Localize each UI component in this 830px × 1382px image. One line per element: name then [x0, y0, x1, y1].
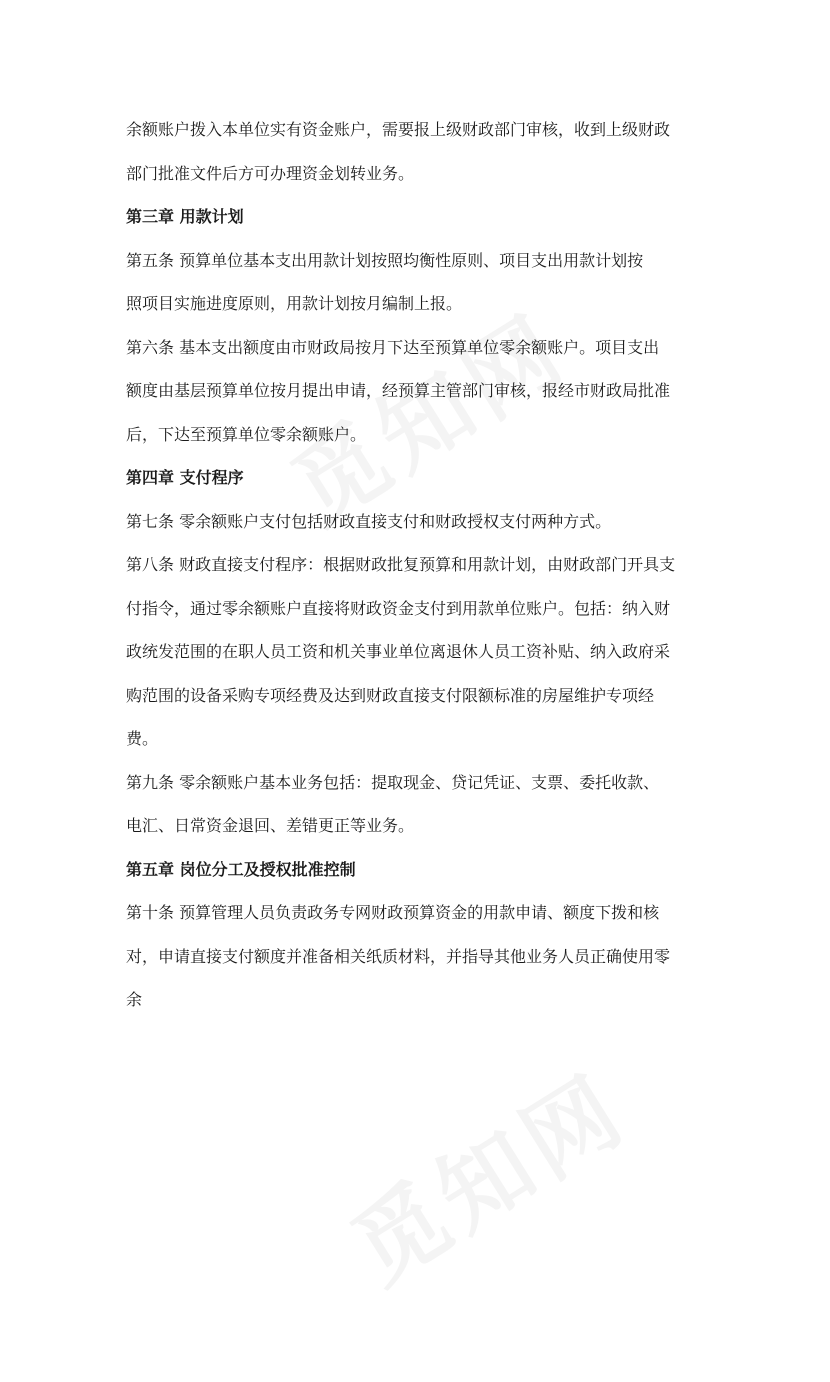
- watermark-bottom: [265, 978, 714, 1382]
- paragraph-line: 第七条 零余额账户支付包括财政直接支付和财政授权支付两种方式。: [126, 511, 612, 531]
- paragraph-line: 付指令，通过零余额账户直接将财政资金支付到用款单位账户。包括：纳入财: [126, 598, 671, 618]
- chapter-heading: 第四章 支付程序: [126, 468, 244, 487]
- paragraph-line: 电汇、日常资金退回、差错更正等业务。: [126, 816, 415, 835]
- paragraph-line: 购范围的设备采购专项经费及达到财政直接支付限额标准的房屋维护专项经: [126, 685, 655, 705]
- paragraph-line: 费。: [126, 729, 159, 748]
- paragraph-line: 部门批准文件后方可办理资金划转业务。: [126, 163, 415, 183]
- chapter-heading: 第五章 岗位分工及授权批准控制: [126, 859, 356, 879]
- paragraph-line: 额度由基层预算单位按月提出申请，经预算主管部门审核，报经市财政局批准: [126, 381, 671, 400]
- paragraph-line: 第六条 基本支出额度由市财政局按月下达至预算单位零余额账户。项目支出: [126, 337, 660, 357]
- paragraph-line: 第九条 零余额账户基本业务包括：提取现金、贷记凭证、支票、委托收款、: [126, 772, 660, 792]
- paragraph-line: 第五条 预算单位基本支出用款计划按照均衡性原则、项目支出用款计划按: [126, 250, 644, 270]
- paragraph-line: 第八条 财政直接支付程序：根据财政批复预算和用款计划，由财政部门开具支: [126, 555, 676, 574]
- paragraph-line: 政统发范围的在职人员工资和机关事业单位离退休人员工资补贴、纳入政府采: [126, 642, 671, 661]
- paragraph-line: 第十条 预算管理人员负责政务专网财政预算资金的用款申请、额度下拨和核: [126, 903, 660, 922]
- paragraph-line: 后，下达至预算单位零余额账户。: [126, 424, 367, 444]
- paragraph-line: 对，申请直接支付额度并准备相关纸质材料，并指导其他业务人员正确使用零: [126, 946, 671, 966]
- chapter-heading: 第三章 用款计划: [126, 207, 244, 226]
- paragraph-line: 照项目实施进度原则，用款计划按月编制上报。: [126, 294, 463, 313]
- document-body: [126, 108, 711, 1022]
- paragraph-line: 余额账户拨入本单位实有资金账户，需要报上级财政部门审核，收到上级财政: [126, 120, 671, 139]
- paragraph-line: 余: [126, 990, 143, 1009]
